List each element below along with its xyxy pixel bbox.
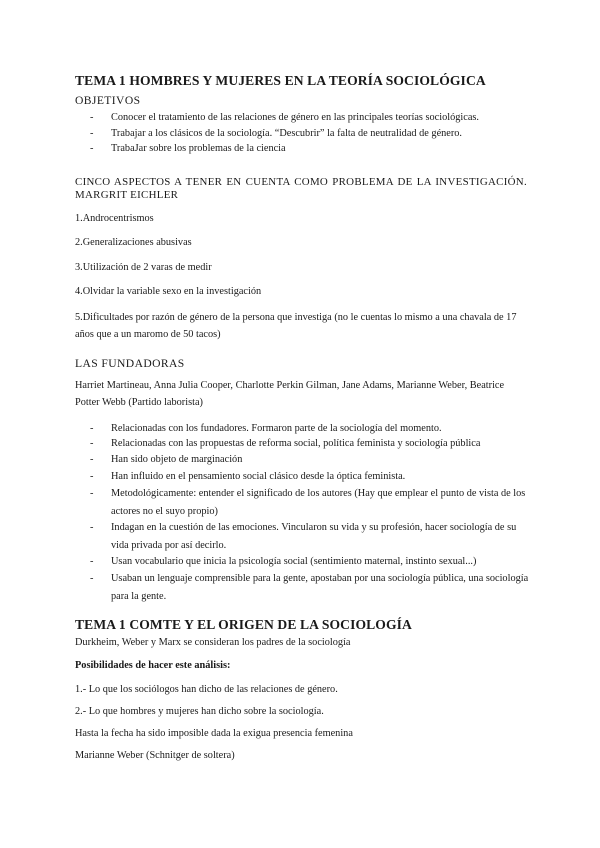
- fundadoras-item: [90, 519, 530, 554]
- fundadoras-item-text: Han influido en el pensamiento social clásico desde la óptica feminista.: [111, 471, 406, 482]
- bullet-dash: -: [90, 471, 94, 482]
- objetivo-text: Conocer el tratamiento de las relaciones de género en las principales teorías sociológicas.: [111, 112, 479, 123]
- fundadoras-item-text: Relacionadas con los fundadores. Formaron parte de la sociología del momento.: [111, 423, 442, 434]
- objetivo-item: [90, 109, 530, 127]
- section2-title: TEMA 1 COMTE Y EL ORIGEN DE LA SOCIOLOGÍA: [75, 617, 412, 632]
- bullet-dash: -: [90, 143, 94, 154]
- fundadoras-item: [90, 435, 530, 453]
- bullet-dash: -: [90, 128, 94, 139]
- bullet-dash: -: [90, 454, 94, 465]
- objetivo-text: Trabajar a los clásicos de la sociología. “Descubrir” la falta de neutralidad de género.: [111, 128, 463, 139]
- fundadoras-item-text: Indagan en la cuestión de las emociones. Vincularon su vida y su profesión, hacer sociología de su vida privada por así decirlo.: [111, 522, 517, 551]
- bullet-dash: -: [90, 438, 94, 449]
- section2-line: 2.- Lo que hombres y mujeres han dicho sobre la sociología.: [75, 706, 324, 717]
- aspecto-item: 1.Androcentrismos: [75, 213, 154, 224]
- section2-line: 1.- Lo que los sociólogos han dicho de las relaciones de género.: [75, 684, 338, 695]
- fundadoras-item-text: Han sido objeto de marginación: [111, 454, 243, 465]
- section1-title: TEMA 1 HOMBRES Y MUJERES EN LA TEORÍA SOCIOLÓGICA: [75, 73, 486, 88]
- cinco-aspectos-heading: CINCO ASPECTOS A TENER EN CUENTA COMO PROBLEMA DE LA INVESTIGACIÓN.: [75, 176, 527, 188]
- bullet-dash: -: [90, 556, 94, 567]
- cinco-aspectos-author: MARGRIT EICHLER: [75, 189, 179, 201]
- aspecto-item: 5.Dificultades por razón de género de la persona que investiga (no le cuentas lo mismo a una chavala de 17 años que a un maromo de 50 tacos): [75, 312, 517, 340]
- aspecto-item: 2.Generalizaciones abusivas: [75, 237, 192, 248]
- aspecto-item: 3.Utilización de 2 varas de medir: [75, 262, 212, 273]
- bullet-dash: -: [90, 112, 94, 123]
- section2-line: Hasta la fecha ha sido imposible dada la exigua presencia femenina: [75, 728, 353, 739]
- bullet-dash: -: [90, 488, 94, 499]
- bullet-dash: -: [90, 423, 94, 434]
- objetivos-heading: OBJETIVOS: [75, 94, 141, 107]
- bullet-dash: -: [90, 522, 94, 533]
- fundadoras-item: [90, 451, 530, 469]
- aspecto-item: 4.Olvidar la variable sexo en la investigación: [75, 286, 262, 297]
- section2-intro: Durkheim, Weber y Marx se consideran los padres de la sociología: [75, 637, 351, 648]
- fundadoras-item-text: Relacionadas con las propuestas de reforma social, política feminista y sociología pública: [111, 438, 481, 449]
- objetivo-item: [90, 140, 530, 158]
- fundadoras-item: [90, 485, 530, 520]
- fundadoras-item: [90, 468, 530, 486]
- fundadoras-heading: LAS FUNDADORAS: [75, 357, 185, 370]
- fundadoras-item-text: Usan vocabulario que inicia la psicología social (sentimiento maternal, instinto sexual...): [111, 556, 477, 567]
- fundadoras-item: [90, 570, 530, 605]
- fundadoras-names: Harriet Martineau, Anna Julia Cooper, Charlotte Perkin Gilman, Jane Adams, Marianne Weber, Beatrice Potter Webb (Partido laborista): [75, 380, 505, 408]
- bullet-dash: -: [90, 573, 94, 584]
- posibilidades-heading: Posibilidades de hacer este análisis:: [75, 660, 231, 671]
- fundadoras-item: [90, 553, 530, 571]
- section2-line: Marianne Weber (Schnitger de soltera): [75, 750, 235, 761]
- objetivo-text: TrabaJar sobre los problemas de la ciencia: [111, 143, 286, 154]
- fundadoras-item-text: Usaban un lenguaje comprensible para la gente, apostaban por una sociología pública, una sociología para la gente.: [111, 573, 529, 602]
- fundadoras-item-text: Metodológicamente: entender el significado de los autores (Hay que emplear el punto de vista de los actores no el suyo propio): [111, 488, 526, 517]
